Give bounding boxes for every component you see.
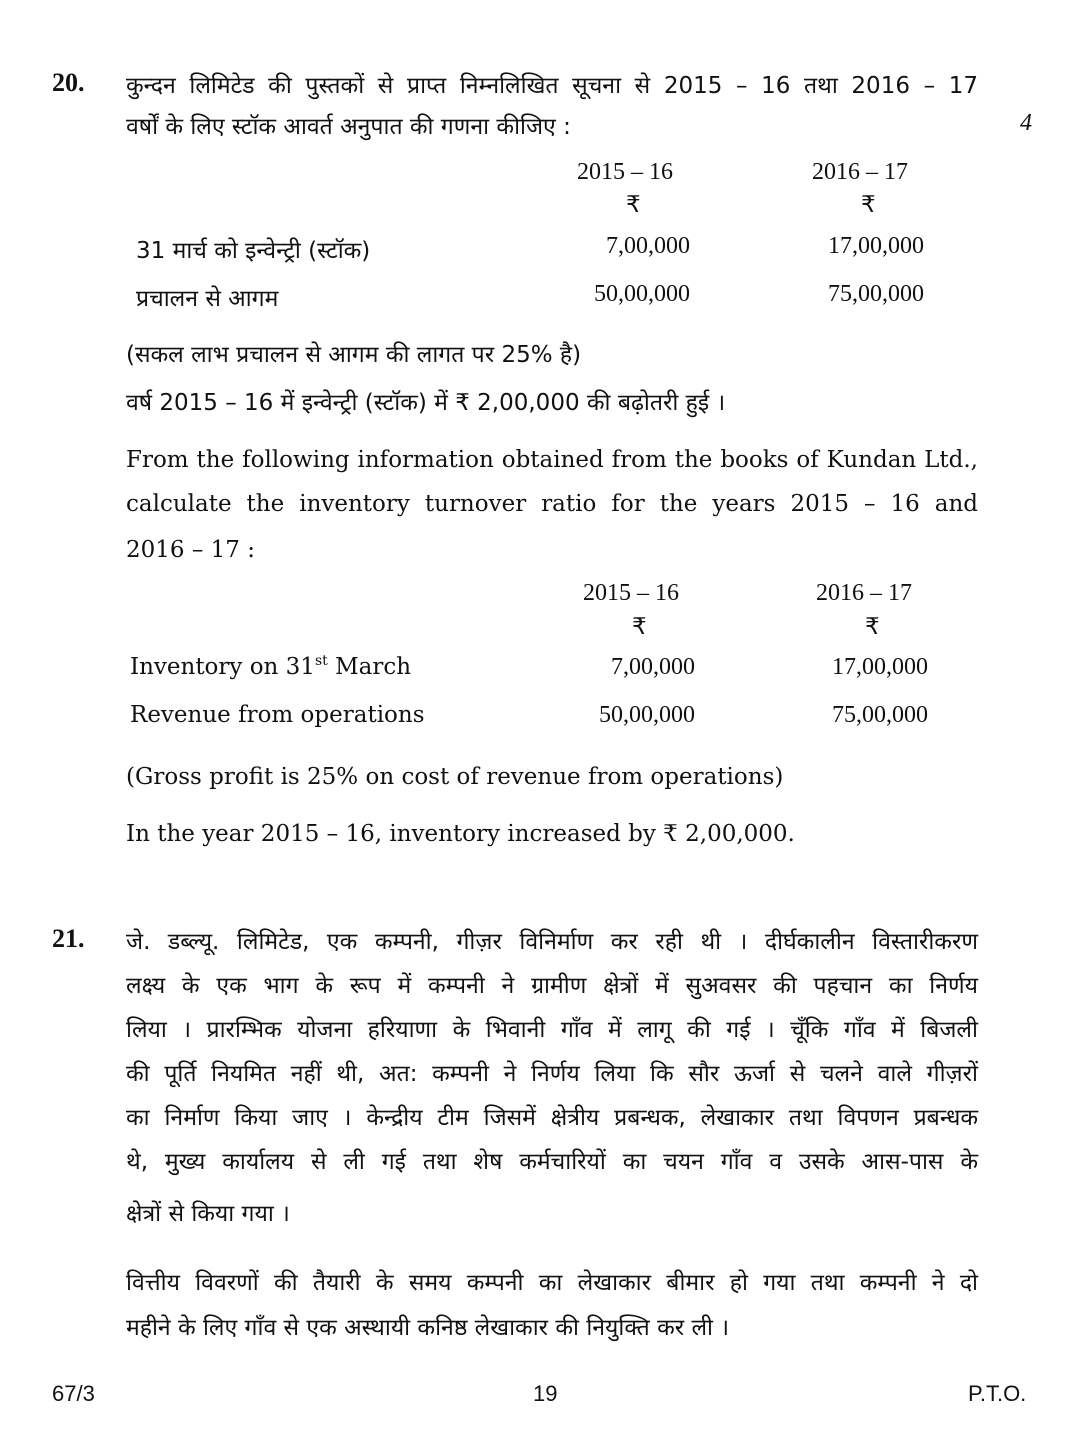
english-table-row-2-label: Revenue from operations: [130, 702, 425, 728]
hindi-table-row-2-label: प्रचालन से आगम: [136, 286, 279, 312]
english-table-header-col1: 2015 – 16: [583, 580, 679, 606]
english-table-row-1-value-2: 17,00,000: [832, 654, 928, 680]
english-table-row-1-label: [130, 654, 411, 680]
pto-label: P.T.O.: [968, 1381, 1027, 1406]
hindi-increase-line: वर्ष 2015 – 16 में इन्वेन्ट्री (स्टॉक) में ₹ 2,00,000 की बढ़ोतरी हुई ।: [126, 390, 726, 416]
q21-para1-line-6: थे, मुख्य कार्यालय से ली गई तथा शेष कर्मचारियों का चयन गाँव व उसके आस-पास के: [126, 1149, 978, 1175]
q20-english-line-1: From the following information obtained from the books of Kundan Ltd.,: [126, 447, 978, 473]
hindi-table-currency-col1: ₹: [626, 192, 641, 218]
q21-para2-line-1: वित्तीय विवरणों की तैयारी के समय कम्पनी का लेखाकार बीमार हो गया तथा कम्पनी ने दो: [126, 1270, 978, 1296]
hindi-table-row-1-label: 31 मार्च को इन्वेन्ट्री (स्टॉक): [136, 238, 371, 264]
hindi-table-row-1-value-2: 17,00,000: [828, 233, 924, 259]
q20-hindi-line-1: कुन्दन लिमिटेड की पुस्तकों से प्राप्त निम्नलिखित सूचना से 2015 – 16 तथा 2016 – 17: [126, 73, 978, 99]
hindi-table-row-2-value-2: 75,00,000: [828, 281, 924, 307]
english-increase-line: In the year 2015 – 16, inventory increased by ₹ 2,00,000.: [126, 821, 795, 847]
q21-para1-line-4: की पूर्ति नियमित नहीं थी, अत: कम्पनी ने निर्णय लिया कि सौर ऊर्जा से चलने वाले गीज़रों: [126, 1061, 978, 1087]
english-table-row-2-value-2: 75,00,000: [832, 702, 928, 728]
hindi-note: (सकल लाभ प्रचालन से आगम की लागत पर 25% है): [126, 342, 582, 368]
hindi-table-header-col2: 2016 – 17: [812, 159, 908, 185]
english-note: (Gross profit is 25% on cost of revenue from operations): [126, 764, 784, 790]
q21-para1-line-1: जे. डब्ल्यू. लिमिटेड, एक कम्पनी, गीज़र विनिर्माण कर रही थी । दीर्घकालीन विस्तारीकरण: [126, 929, 978, 955]
english-table-header-col2: 2016 – 17: [816, 580, 912, 606]
inventory-label-text: Inventory on 31: [130, 654, 315, 680]
q21-para1-line-7: क्षेत्रों से किया गया ।: [126, 1201, 290, 1227]
question-number-20: 20.: [52, 68, 85, 97]
hindi-table-row-1-value-1: 7,00,000: [606, 233, 690, 259]
marks-label: 4: [1020, 110, 1032, 136]
english-table-currency-col1: ₹: [632, 614, 647, 640]
english-table-row-1-value-1: 7,00,000: [611, 654, 695, 680]
hindi-table-row-2-value-1: 50,00,000: [594, 281, 690, 307]
q21-para2-line-2: महीने के लिए गाँव से एक अस्थायी कनिष्ठ लेखाकार की नियुक्ति कर ली ।: [126, 1315, 730, 1341]
hindi-table-header-col1: 2015 – 16: [577, 159, 673, 185]
q21-para1-line-3: लिया । प्रारम्भिक योजना हरियाणा के भिवानी गाँव में लागू की गई । चूँकि गाँव में बिजली: [126, 1017, 978, 1043]
english-table-currency-col2: ₹: [865, 614, 880, 640]
march-label-text: March: [327, 654, 412, 680]
paper-code: 67/3: [52, 1381, 95, 1406]
q21-para1-line-2: लक्ष्य के एक भाग के रूप में कम्पनी ने ग्रामीण क्षेत्रों में सुअवसर की पहचान का निर्णय: [126, 973, 978, 999]
question-number-21: 21.: [52, 924, 85, 953]
q20-english-line-2: calculate the inventory turnover ratio for the years 2015 – 16 and: [126, 491, 978, 517]
english-table-row-2-value-1: 50,00,000: [599, 702, 695, 728]
q21-para1-line-5: का निर्माण किया जाए । केन्द्रीय टीम जिसमें क्षेत्रीय प्रबन्धक, लेखाकार तथा विपणन प्रबन्धक: [126, 1105, 978, 1131]
page-number: 19: [533, 1381, 558, 1406]
hindi-table-currency-col2: ₹: [861, 192, 876, 218]
q20-english-line-3: 2016 – 17 :: [126, 537, 255, 563]
q20-hindi-line-2: वर्षों के लिए स्टॉक आवर्त अनुपात की गणना कीजिए :: [126, 114, 571, 140]
ordinal-suffix: st: [314, 653, 328, 669]
